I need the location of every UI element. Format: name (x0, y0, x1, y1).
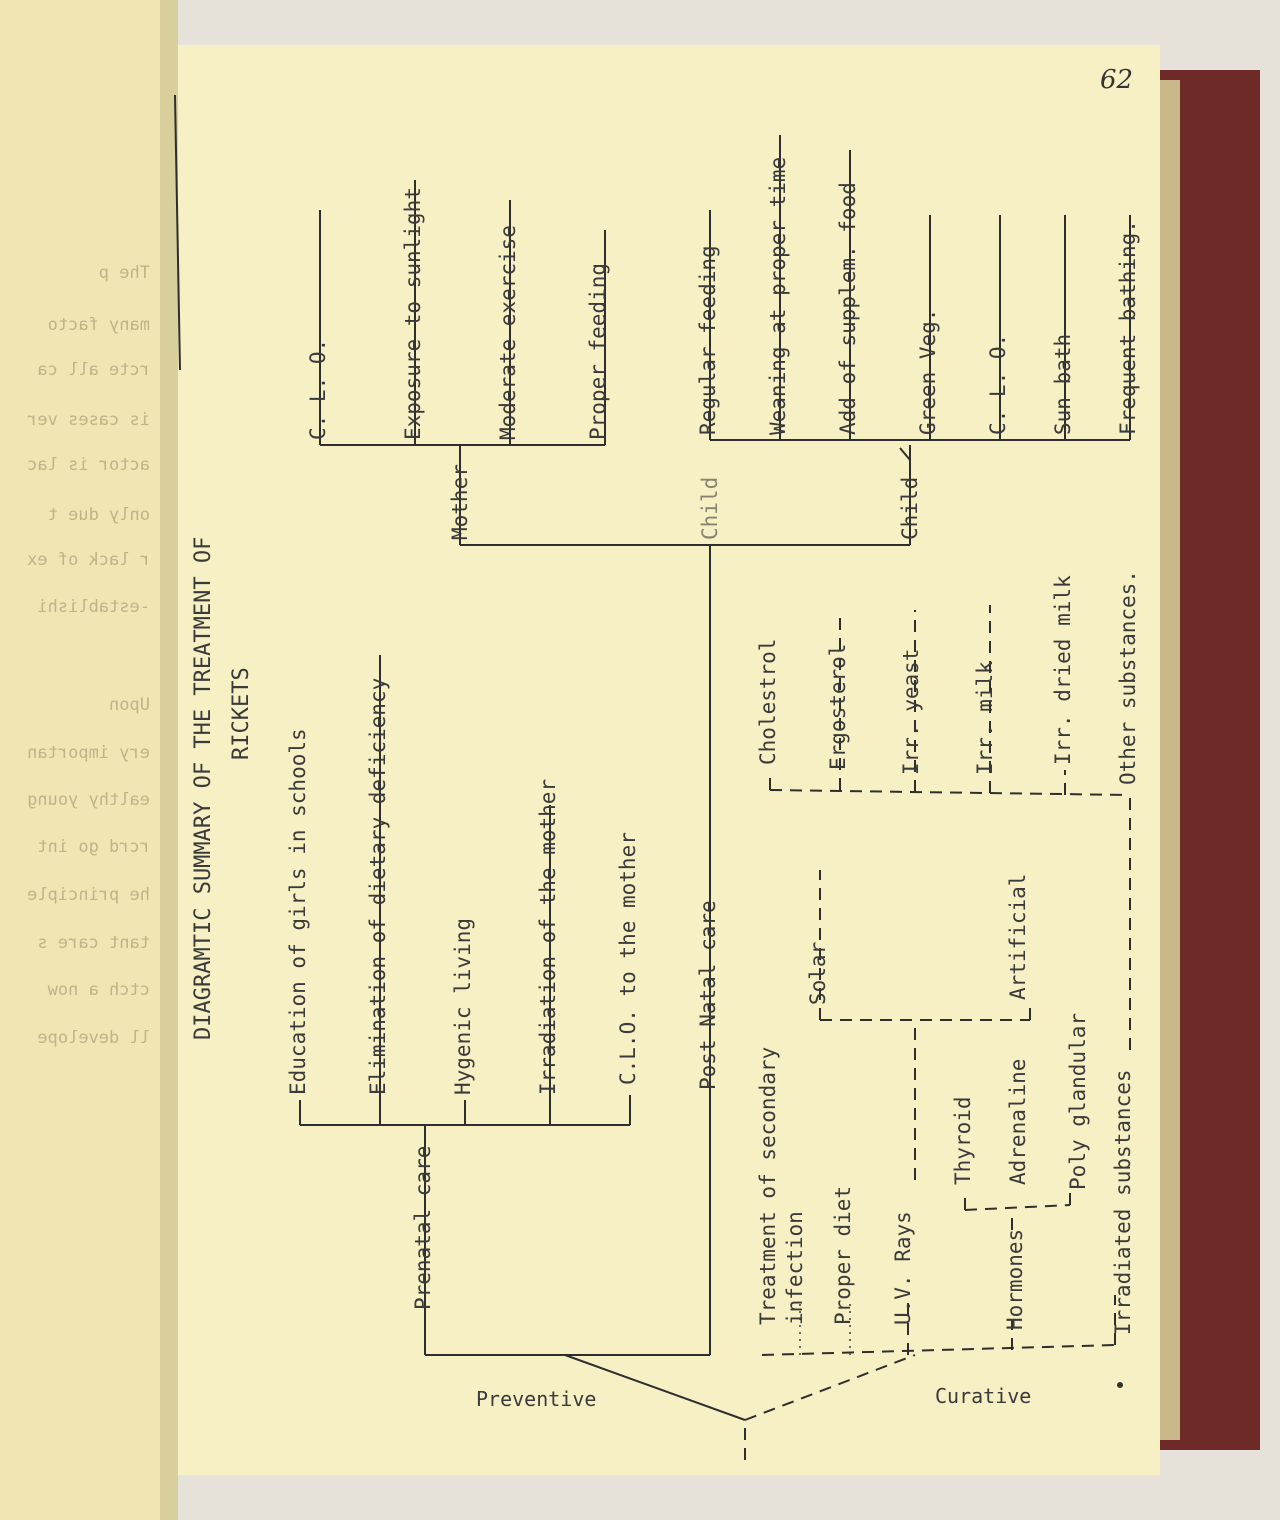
preventive-label: Preventive (476, 1387, 597, 1411)
svg-text:tant care s: tant care s (37, 933, 150, 953)
svg-text:rcrd go int: rcrd go int (37, 837, 150, 857)
mother-item: Exposure to sunlight (401, 187, 425, 440)
curative-item-diet: Proper diet (831, 1185, 855, 1325)
irradiated-item: Irr. yeast (899, 648, 923, 775)
uv-solar: Solar (806, 941, 830, 1005)
uv-artificial: Artificial (1006, 873, 1030, 1000)
svg-text:only due t: only due t (47, 505, 150, 525)
svg-text:-establishi: -establishi (37, 597, 150, 617)
svg-text:ery importan: ery importan (27, 743, 150, 763)
svg-text:is cases ver: is cases ver (27, 410, 150, 430)
irradiated-item: Irr. dried milk (1051, 575, 1075, 765)
prenatal-item: C.L.O. to the mother (616, 832, 640, 1085)
child-item: Regular feeding (696, 245, 720, 435)
svg-text:ll develope: ll develope (37, 1028, 150, 1048)
prenatal-item: Education of girls in schools (286, 728, 310, 1095)
hormone-item: Thyroid (951, 1096, 975, 1185)
prenatal-label: Prenatal care (411, 1145, 435, 1310)
child-item: Green Veg. (916, 308, 940, 435)
curative-item-infection: infection (783, 1211, 807, 1325)
svg-text:ctch a now: ctch a now (47, 980, 150, 1000)
title-line-1: DIAGRAMTIC SUMMARY OF THE TREATMENT OF (191, 536, 216, 1040)
irradiated-item: Ergosterol (826, 643, 850, 770)
svg-text:Upon: Upon (109, 695, 150, 715)
svg-text:r lack of ex: r lack of ex (27, 550, 150, 570)
hormones-label: Hormones (1003, 1228, 1027, 1330)
child-item: Weaning at proper time (766, 156, 790, 435)
child-item: C. L. O. (986, 333, 1010, 435)
title-line-2: RICKETS (229, 667, 254, 760)
curative-item-treatment: Treatment of secondary (756, 1046, 780, 1325)
child-label: Child (898, 476, 922, 540)
hormone-item: Poly glandular (1066, 1012, 1090, 1190)
page-number: 62 (1100, 65, 1134, 95)
uv-label: U.V. Rays (891, 1211, 915, 1325)
mother-label: Mother (448, 464, 472, 540)
irradiated-item: Other substances. (1116, 570, 1140, 785)
child-faint-label: Child (698, 476, 722, 540)
svg-text:ealthy young: ealthy young (27, 790, 150, 810)
irradiated-item: Irr. milk (973, 661, 997, 775)
child-item: Add of supplem. food (836, 182, 860, 435)
child-item: Frequent bathing. (1116, 220, 1140, 435)
irradiated-item: Cholestrol (756, 638, 780, 765)
curative-label: Curative (935, 1384, 1032, 1408)
svg-text:rcte all ca: rcte all ca (37, 360, 150, 380)
svg-text:The p: The p (98, 263, 150, 283)
mother-item: Moderate exercise (496, 225, 520, 440)
svg-text:actor is lac: actor is lac (27, 455, 150, 475)
prenatal-item: Elimination of dietary deficiency (366, 677, 390, 1095)
irradiated-label: Irradiated substances (1111, 1069, 1135, 1335)
child-item: Sun bath (1051, 333, 1075, 435)
svg-text:many facto: many facto (47, 315, 150, 335)
page-gutter (160, 0, 178, 1520)
prenatal-item: Irradiation of the mother (536, 778, 560, 1095)
prenatal-item: Hygenic living (451, 917, 475, 1095)
ink-dot (1117, 1382, 1123, 1388)
mother-item: Proper feeding (586, 262, 610, 440)
hormone-item: Adrenaline (1006, 1058, 1030, 1185)
svg-text:he principle: he principle (27, 885, 150, 905)
postnatal-label: Post Natal care (696, 900, 720, 1090)
mother-item: C. L. O. (306, 338, 330, 440)
